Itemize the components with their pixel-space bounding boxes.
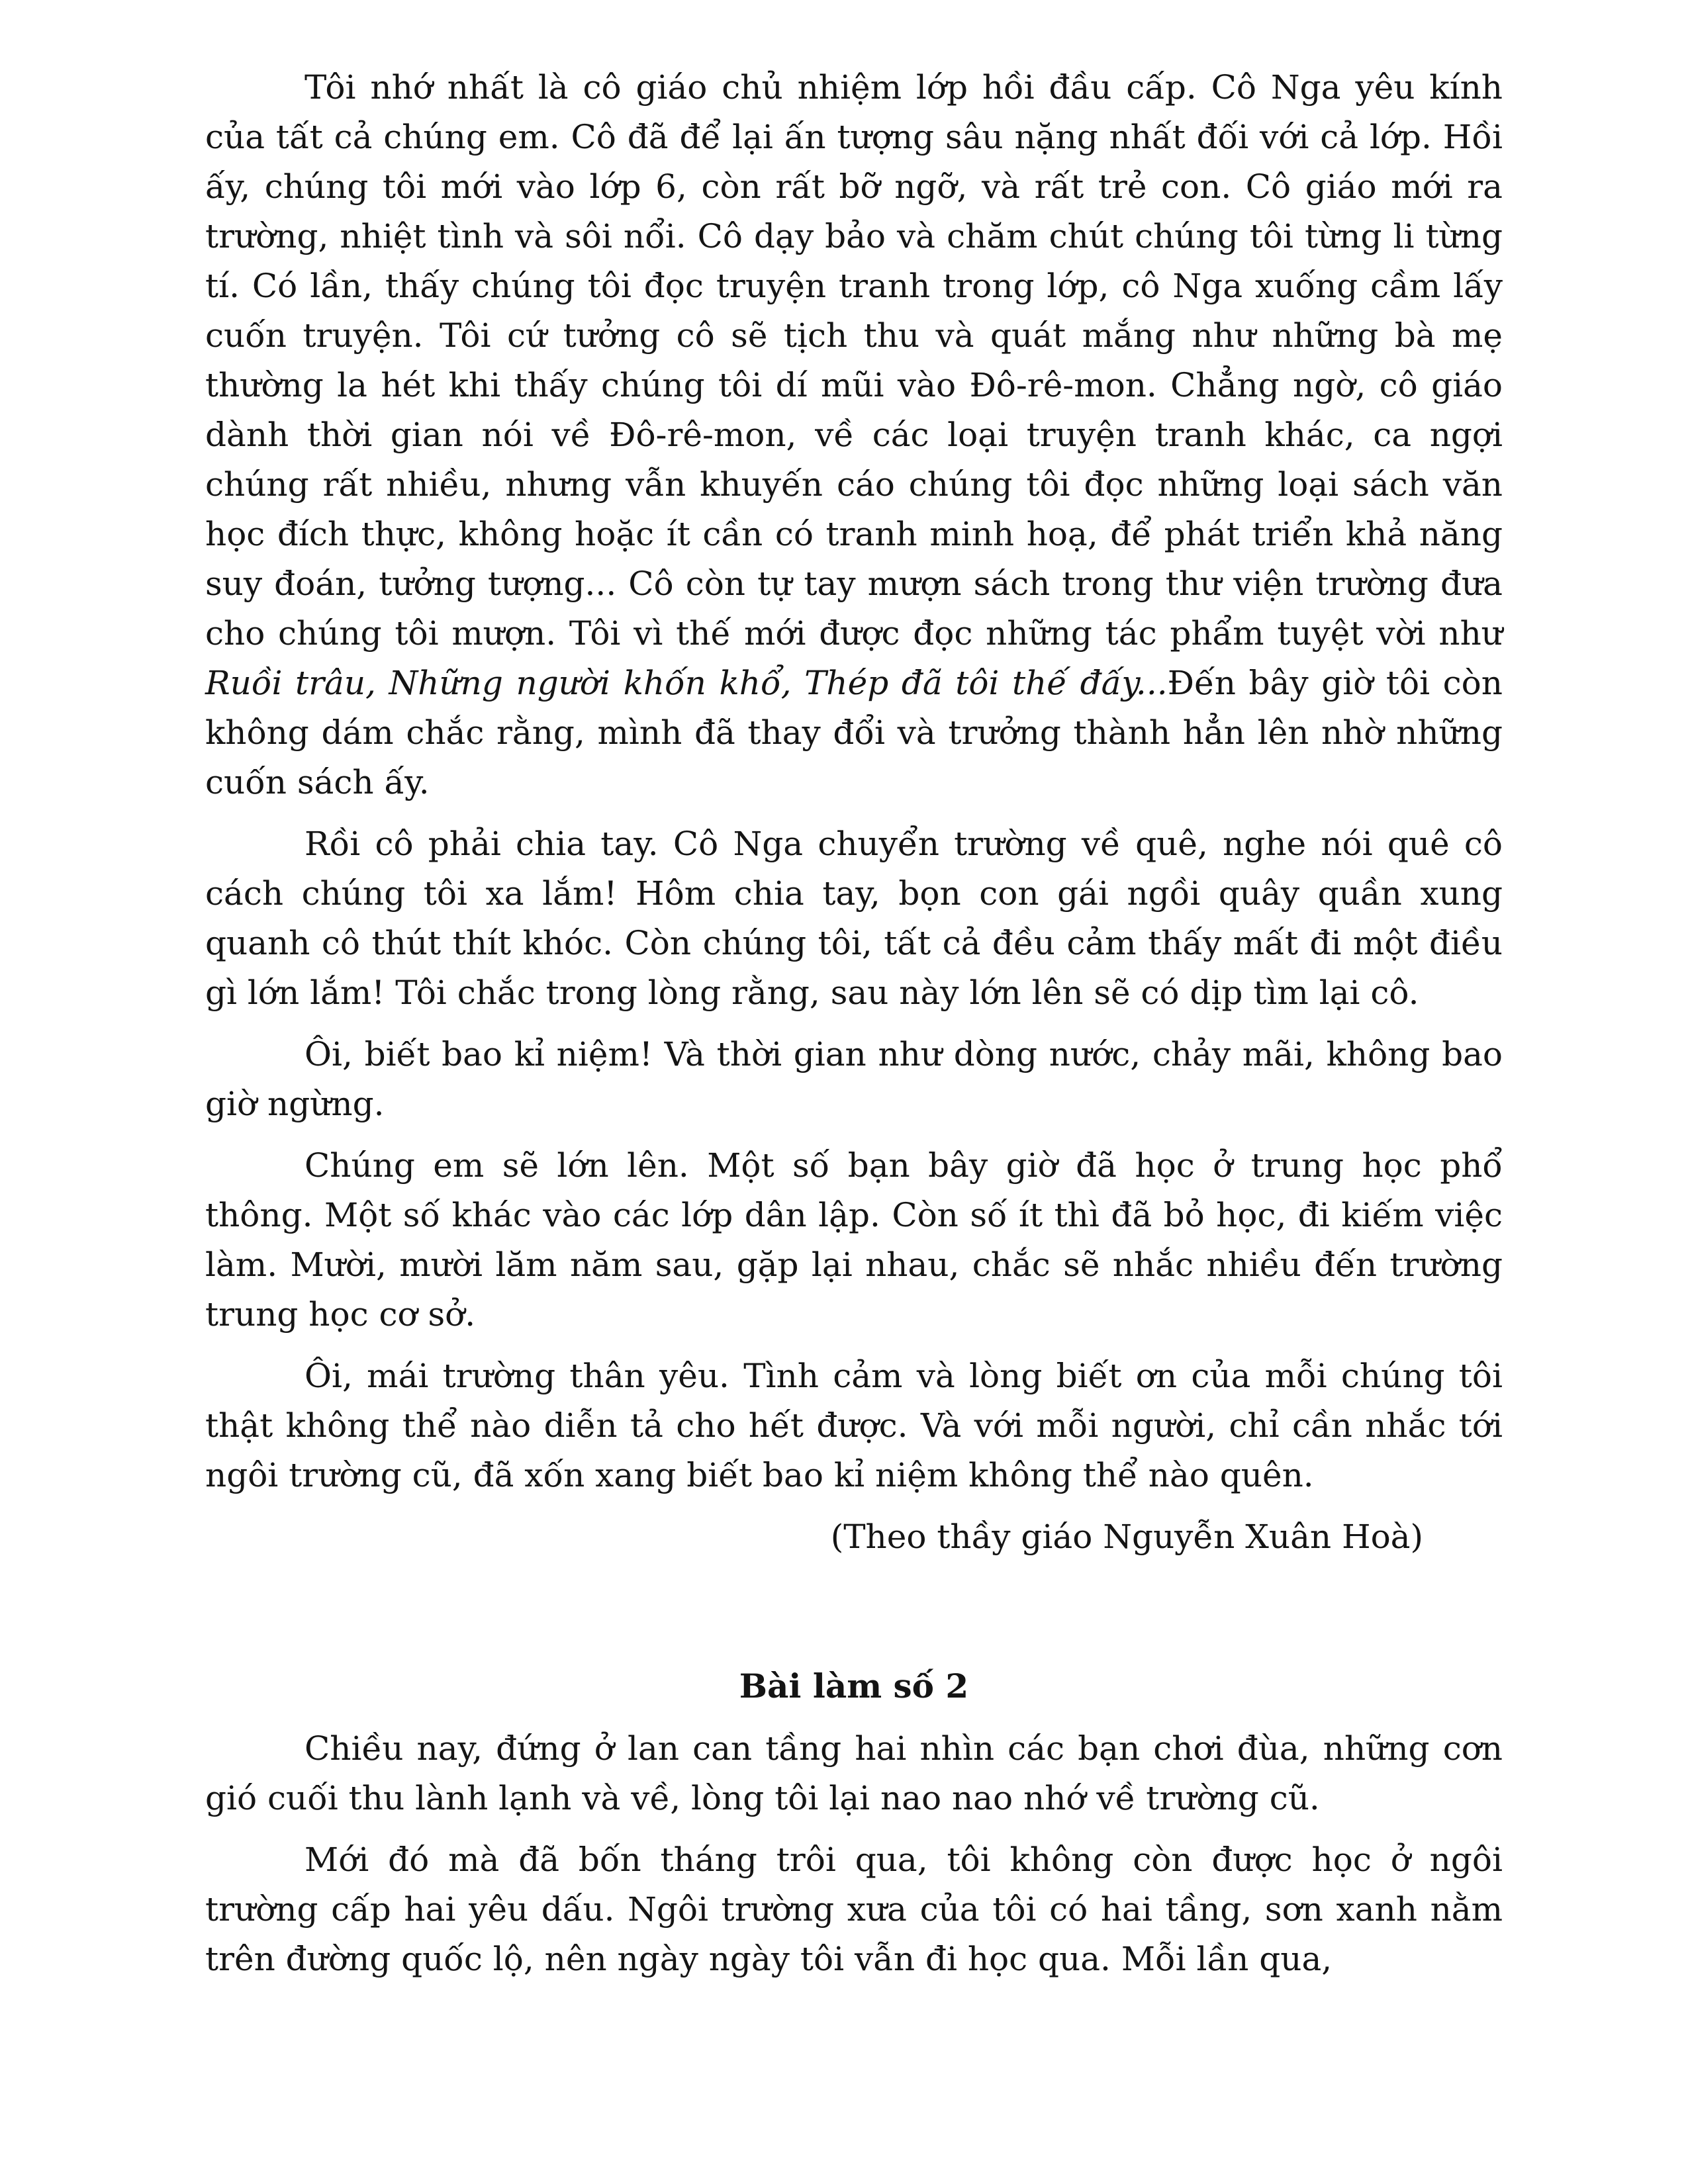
essay1-paragraph-3: Ôi, biết bao kỉ niệm! Và thời gian như dòng nước, chảy mãi, không bao giờ ngừng. (205, 1035, 1503, 1123)
essay2-paragraph-1: Chiều nay, đứng ở lan can tầng hai nhìn các bạn chơi đùa, những cơn gió cuối thu lành lạnh và về, lòng tôi lại nao nao nhớ về trường cũ. (205, 1729, 1503, 1817)
essay1-paragraph-1 (205, 63, 1503, 807)
essay-1 (205, 63, 1503, 1562)
essay1-paragraph-1-tail: Đến bây giờ tôi còn không dám chắc rằng, mình đã thay đổi và trưởng thành hẳn lên nhờ những cuốn sách ấy. (205, 664, 1503, 801)
essay2-paragraph-2: Mới đó mà đã bốn tháng trôi qua, tôi không còn được học ở ngôi trường cấp hai yêu dấu. Ngôi trường xưa của tôi có hai tầng, sơn xanh nằm trên đường quốc lộ, nên ngày ngày tôi vẫn đi học qua. Mỗi lần qua, (205, 1841, 1503, 1978)
document-page (205, 63, 1503, 1984)
essay-2 (205, 1661, 1503, 1984)
essay1-paragraph-1-text: Tôi nhớ nhất là cô giáo chủ nhiệm lớp hồi đầu cấp. Cô Nga yêu kính của tất cả chúng em. Cô đã để lại ấn tượng sâu nặng nhất đối với cả lớp. Hồi ấy, chúng tôi mới vào lớp 6, còn rất bỡ ngỡ, và rất trẻ con. Cô giáo mới ra trường, nhiệt tình và sôi nổi. Cô dạy bảo và chăm chút chúng tôi từng li từng tí. Có lần, thấy chúng tôi đọc truyện tranh trong lớp, cô Nga xuống cầm lấy cuốn truyện. Tôi cứ tưởng cô sẽ tịch thu và quát mắng như những bà mẹ thường la hét khi thấy chúng tôi dí mũi vào Đô-rê-mon. Chẳng ngờ, cô giáo dành thời gian nói về Đô-rê-mon, về các loại truyện tranh khác, ca ngợi chúng rất nhiều, nhưng vẫn khuyến cáo chúng tôi đọc những loại sách văn học đích thực, không hoặc ít cần có tranh minh hoạ, để phát triển khả năng suy đoán, tưởng tượng... Cô còn tự tay mượn sách trong thư viện trường đưa cho chúng tôi mượn. Tôi vì thế mới được đọc những tác phẩm tuyệt vời như (205, 68, 1503, 653)
book-titles: Ruồi trâu, Những người khốn khổ, Thép đã tôi thế đấy... (205, 664, 1168, 702)
essay1-paragraph-4: Chúng em sẽ lớn lên. Một số bạn bây giờ đã học ở trung học phổ thông. Một số khác vào các lớp dân lập. Còn số ít thì đã bỏ học, đi kiếm việc làm. Mười, mười lăm năm sau, gặp lại nhau, chắc sẽ nhắc nhiều đến trường trung học cơ sở. (205, 1146, 1503, 1334)
essay1-paragraph-5: Ôi, mái trường thân yêu. Tình cảm và lòng biết ơn của mỗi chúng tôi thật không thể nào diễn tả cho hết được. Và với mỗi người, chỉ cần nhắc tới ngôi trường cũ, đã xốn xang biết bao kỉ niệm không thể nào quên. (205, 1357, 1503, 1494)
attribution: (Theo thầy giáo Nguyễn Xuân Hoà) (830, 1518, 1423, 1556)
section-heading: Bài làm số 2 (739, 1666, 969, 1706)
essay1-paragraph-2: Rồi cô phải chia tay. Cô Nga chuyển trường về quê, nghe nói quê cô cách chúng tôi xa lắm! Hôm chia tay, bọn con gái ngồi quây quần xung quanh cô thút thít khóc. Còn chúng tôi, tất cả đều cảm thấy mất đi một điều gì lớn lắm! Tôi chắc trong lòng rằng, sau này lớn lên sẽ có dịp tìm lại cô. (205, 825, 1503, 1012)
